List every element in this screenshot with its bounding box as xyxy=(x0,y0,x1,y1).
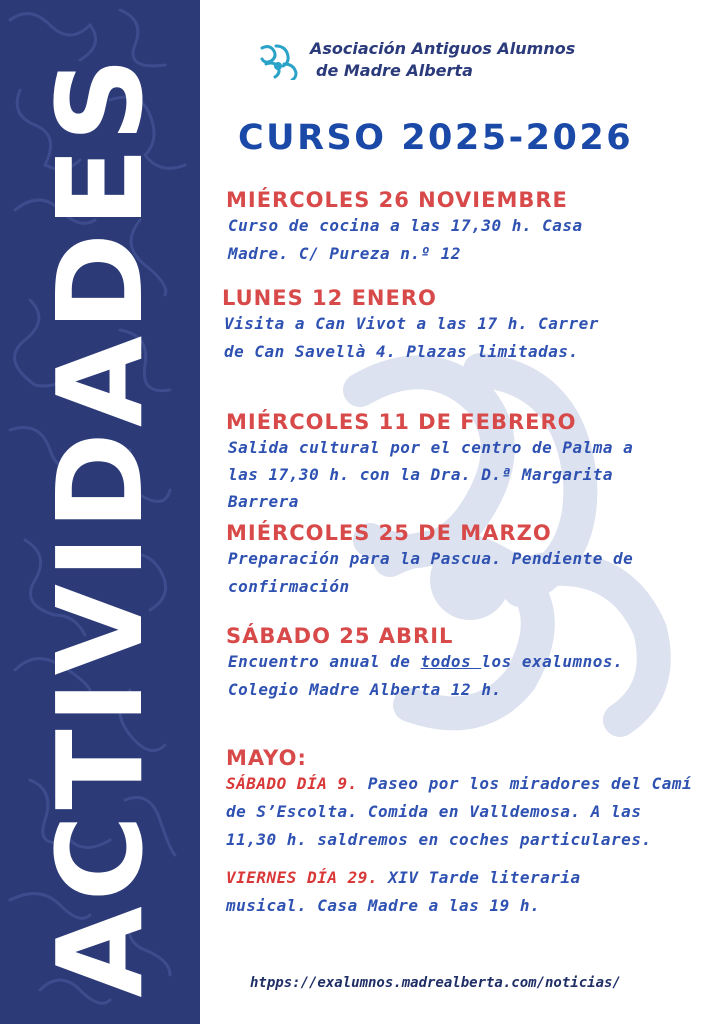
event-item xyxy=(226,521,686,601)
org-line-2: de Madre Alberta xyxy=(316,61,473,80)
org-line-1: Asociación Antiguos Alumnos xyxy=(310,39,576,58)
event-description xyxy=(228,648,648,704)
may-item-text: Paseo por los miradores del Camí de S’Escolta. Comida en Valldemosa. A las 11,30 h. saldremos en coches particulares. xyxy=(226,774,693,849)
vertical-title: ACTIVIDADES xyxy=(31,52,169,998)
footer-url[interactable]: htpps://exalumnos.madrealberta.com/noticias/ xyxy=(250,975,621,991)
event-item xyxy=(222,286,662,366)
event-date: MIÉRCOLES 25 DE MARZO xyxy=(226,521,552,545)
desc-part: Encuentro anual de xyxy=(228,652,421,671)
event-date: MIÉRCOLES 26 NOVIEMBRE xyxy=(226,188,568,212)
may-section xyxy=(226,746,706,920)
association-logo-icon xyxy=(258,42,300,80)
event-description: Curso de cocina a las 17,30 h. Casa Madre. C/ Pureza n.º 12 xyxy=(228,216,583,263)
event-description: Visita a Can Vivot a las 17 h. Carrer de Can Savellà 4. Plazas limitadas. xyxy=(224,314,599,361)
desc-underlined: todos xyxy=(420,652,482,671)
may-item-day: SÁBADO DÍA 9. xyxy=(226,774,358,793)
may-item xyxy=(226,770,701,854)
may-item xyxy=(226,864,666,920)
event-date: LUNES 12 ENERO xyxy=(222,286,437,310)
organization-name xyxy=(310,38,575,82)
event-description: Salida cultural por el centro de Palma a las 17,30 h. con la Dra. D.ª Margarita Barrera xyxy=(228,438,634,511)
sidebar xyxy=(0,0,200,1024)
event-item xyxy=(226,410,686,515)
desc-part: los exalumnos. Colegio Madre Alberta 12 h. xyxy=(228,652,624,699)
event-date: SÁBADO 25 ABRIL xyxy=(226,624,454,648)
event-item xyxy=(226,624,686,704)
may-heading: MAYO: xyxy=(226,746,307,770)
may-item-day: VIERNES DÍA 29. xyxy=(226,868,378,887)
course-title: CURSO 2025-2026 xyxy=(238,118,634,158)
event-description: Preparación para la Pascua. Pendiente de confirmación xyxy=(228,549,634,596)
may-item-text: XIV Tarde literaria musical. Casa Madre a las 19 h. xyxy=(226,868,581,915)
event-item xyxy=(226,188,666,268)
event-date: MIÉRCOLES 11 DE FEBRERO xyxy=(226,410,577,434)
